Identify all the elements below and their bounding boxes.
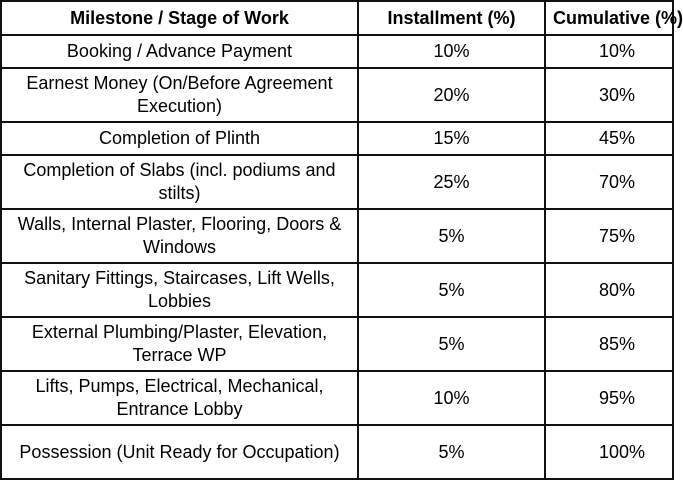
table-header-row bbox=[0, 1, 673, 35]
row-installment: 20% bbox=[358, 68, 545, 122]
row-cumulative: 70% bbox=[545, 155, 673, 209]
table-row bbox=[0, 371, 673, 425]
table-row bbox=[0, 425, 673, 479]
row-stage: Possession (Unit Ready for Occupation) bbox=[1, 425, 358, 479]
row-stage: External Plumbing/Plaster, Elevation, Terrace WP bbox=[1, 317, 358, 371]
header-installment: Installment (%) bbox=[358, 1, 545, 35]
table-row bbox=[0, 209, 673, 263]
row-stage: Earnest Money (On/Before Agreement Execution) bbox=[1, 68, 358, 122]
row-installment: 5% bbox=[358, 263, 545, 317]
row-stage: Walls, Internal Plaster, Flooring, Doors & Windows bbox=[1, 209, 358, 263]
row-cumulative: 95% bbox=[545, 371, 673, 425]
row-installment: 5% bbox=[358, 425, 545, 479]
row-cumulative: 100% bbox=[545, 425, 673, 479]
row-stage: Booking / Advance Payment bbox=[1, 35, 358, 68]
row-cumulative: 80% bbox=[545, 263, 673, 317]
row-cumulative: 10% bbox=[545, 35, 673, 68]
table-row bbox=[0, 122, 673, 155]
row-installment: 5% bbox=[358, 317, 545, 371]
row-installment: 5% bbox=[358, 209, 545, 263]
row-installment: 10% bbox=[358, 371, 545, 425]
row-cumulative: 45% bbox=[545, 122, 673, 155]
table-row bbox=[0, 35, 673, 68]
row-stage: Lifts, Pumps, Electrical, Mechanical, Entrance Lobby bbox=[1, 371, 358, 425]
row-stage: Completion of Plinth bbox=[1, 122, 358, 155]
row-stage: Completion of Slabs (incl. podiums and stilts) bbox=[1, 155, 358, 209]
table-row bbox=[0, 317, 673, 371]
table-row bbox=[0, 263, 673, 317]
row-installment: 15% bbox=[358, 122, 545, 155]
row-installment: 25% bbox=[358, 155, 545, 209]
row-cumulative: 85% bbox=[545, 317, 673, 371]
header-stage: Milestone / Stage of Work bbox=[1, 1, 358, 35]
table-row bbox=[0, 68, 673, 122]
row-installment: 10% bbox=[358, 35, 545, 68]
row-cumulative: 75% bbox=[545, 209, 673, 263]
header-cumulative: Cumulative (%) bbox=[545, 1, 673, 35]
row-stage: Sanitary Fittings, Staircases, Lift Wells, Lobbies bbox=[1, 263, 358, 317]
row-cumulative: 30% bbox=[545, 68, 673, 122]
table-row bbox=[0, 155, 673, 209]
